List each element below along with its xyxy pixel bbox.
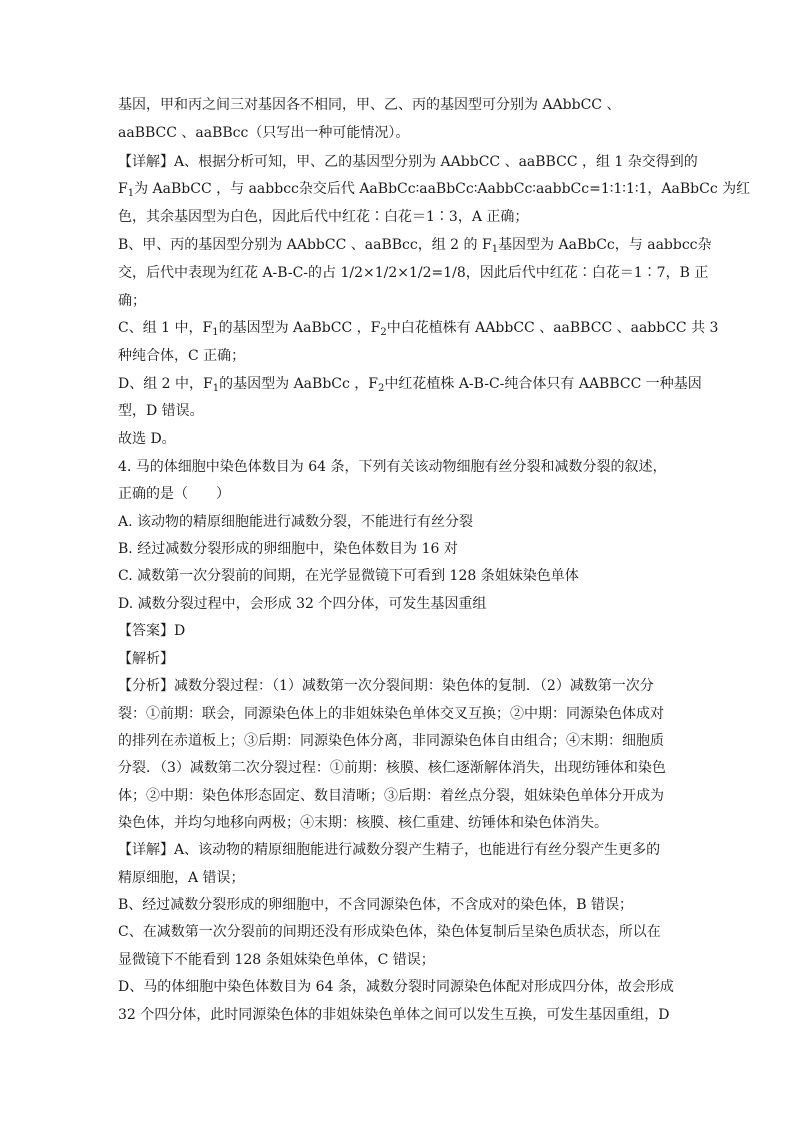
text-run: 【详解】A、根据分析可知，甲、乙的基因型分别为 AAbbCC 、aaBBCC ，组 1 杂交得到的 xyxy=(118,154,698,170)
option-b xyxy=(118,540,678,558)
text-run: B. 经过减数分裂形成的卵细胞中，染色体数目为 16 对 xyxy=(118,541,458,557)
analysis-text xyxy=(118,732,678,750)
subscript: 2 xyxy=(378,383,385,394)
text-run: 基因，甲和丙之间三对基因各不相同，甲、乙、丙的基因型可分别为 AAbbCC 、 xyxy=(118,97,621,113)
text-run: 交，后代中表现为红花 A-B-C-的占 1/2×1/2×1/2=1/8，因此后代中红花∶白花＝1∶7，B 正 xyxy=(118,265,709,281)
text-run: D. 减数分裂过程中，会形成 32 个四分体，可发生基因重组 xyxy=(118,596,487,612)
text-run: aaBBCC 、aaBBcc（只写出一种可能情况）。 xyxy=(118,125,410,141)
detail-b xyxy=(118,292,678,310)
question-4-stem xyxy=(118,458,678,476)
analysis-text xyxy=(118,814,678,832)
text-run: 确； xyxy=(118,293,146,309)
subscript: 2 xyxy=(380,327,387,338)
text-run: 为 AaBbCC ，与 aabbcc杂交后代 AaBbCc∶aaBbCc∶AabbCc∶aabbCc=1∶1∶1∶1，AaBbCc 为红 xyxy=(134,181,751,197)
text-run: 【分析】减数分裂过程：（1）减数第一次分裂间期：染色体的复制．（2）减数第一次分 xyxy=(118,678,654,694)
text-run: 基因型为 AaBbCc，与 aabbcc杂 xyxy=(498,237,712,253)
detail-a xyxy=(118,180,751,199)
text-run: 正确的是（ ） xyxy=(118,486,230,502)
detail-a xyxy=(118,208,678,226)
detail-c xyxy=(118,319,719,338)
option-d xyxy=(118,595,678,613)
text-run: 中红花植株 A-B-C-纯合体只有 AABBCC 一种基因 xyxy=(384,376,702,392)
detail-a xyxy=(118,153,698,171)
subscript: 1 xyxy=(212,383,220,394)
text-run: A. 该动物的精原细胞能进行减数分裂，不能进行有丝分裂 xyxy=(118,514,474,530)
text-run: D、组 2 中，F xyxy=(118,376,213,392)
text-run: C. 减数第一次分裂前的间期，在光学显微镜下可看到 128 条姐妹染色单体 xyxy=(118,568,579,584)
analysis-text xyxy=(118,677,678,695)
detail-a xyxy=(118,841,678,859)
text-run: 中白花植株有 AAbbCC 、aaBBCC 、aabbCC 共 3 xyxy=(386,320,719,336)
detail-d xyxy=(118,375,702,394)
text-run: 的排列在赤道板上；③后期：同源染色体分离，非同源染色体自由组合；④末期：细胞质 xyxy=(118,733,664,749)
text-run: B、经过减数分裂形成的卵细胞中，不含同源染色体，不含成对的染色体，B 错误； xyxy=(118,897,634,913)
subscript: 1 xyxy=(127,188,135,199)
detail-d xyxy=(118,1006,678,1024)
text-run: 染色体，并均匀地移向两极；④末期：核膜、核仁重建、纺锤体和染色体消失。 xyxy=(118,815,608,831)
analysis-text xyxy=(118,759,678,777)
text-run: 32 个四分体，此时同源染色体的非姐妹染色单体之间可以发生互换，可发生基因重组，D xyxy=(118,1007,670,1023)
text-run: C、在减数第一次分裂前的间期还没有形成染色体，染色体复制后呈染色质状态，所以在 xyxy=(118,924,661,940)
detail-d xyxy=(118,978,678,996)
subscript: 1 xyxy=(212,327,219,338)
text-run: 分裂．（3）减数第二次分裂过程：①前期：核膜、核仁逐渐解体消失，出现纺锤体和染色 xyxy=(118,760,666,776)
text-run: 的基因型为 AaBbCC ，F xyxy=(218,320,381,336)
text-run: 型，D 错误。 xyxy=(118,403,204,419)
detail-c xyxy=(118,347,678,365)
text-run: 【详解】A、该动物的精原细胞能进行减数分裂产生精子，也能进行有丝分裂产生更多的 xyxy=(118,842,661,858)
text-run: 4. 马的体细胞中染色体数目为 64 条，下列有关该动物细胞有丝分裂和减数分裂的叙述， xyxy=(118,459,667,475)
answer-heading xyxy=(118,622,678,640)
detail-c xyxy=(118,951,678,969)
text-run: 显微镜下不能看到 128 条姐妹染色单体，C 错误； xyxy=(118,952,435,968)
detail-b xyxy=(118,896,678,914)
text-run: 体；②中期：染色体形态固定、数目清晰；③后期：着丝点分裂，姐妹染色单体分开成为 xyxy=(118,788,664,804)
text-run: F xyxy=(118,181,128,197)
analysis-text xyxy=(118,787,678,805)
detail-b xyxy=(118,236,712,255)
text-run: B、甲、丙的基因型分别为 AAbbCC 、aaBBcc，组 2 的 F xyxy=(118,237,492,253)
detail-b xyxy=(118,264,709,282)
text-run: D、马的体细胞中染色体数目为 64 条，减数分裂时同源染色体配对形成四分体，故会形成 xyxy=(118,979,674,995)
text-run: 【答案】D xyxy=(118,623,186,639)
text-run: 的基因型为 AaBbCc ，F xyxy=(219,376,378,392)
detail-c xyxy=(118,923,678,941)
question-4-stem xyxy=(118,485,678,503)
text-run: 【解析】 xyxy=(118,651,174,667)
option-a xyxy=(118,513,678,531)
conclusion xyxy=(118,430,678,448)
subscript: 1 xyxy=(491,244,499,255)
analysis-text xyxy=(118,705,678,723)
text-run: 裂：①前期：联会，同源染色体上的非姐妹染色单体交叉互换；②中期：同源染色体成对 xyxy=(118,706,664,722)
text-run: C、组 1 中，F xyxy=(118,320,213,336)
detail-d xyxy=(118,402,678,420)
analysis-heading xyxy=(118,650,678,668)
text-run: 故选 D。 xyxy=(118,431,176,447)
continuation-line xyxy=(118,96,678,114)
detail-a xyxy=(118,869,678,887)
continuation-line xyxy=(118,124,678,142)
option-c xyxy=(118,567,678,585)
text-run: 种纯合体，C 正确； xyxy=(118,348,246,364)
text-run: 精原细胞，A 错误； xyxy=(118,870,245,886)
text-run: 色，其余基因型为白色，因此后代中红花∶白花＝1∶3，A 正确； xyxy=(118,209,529,225)
